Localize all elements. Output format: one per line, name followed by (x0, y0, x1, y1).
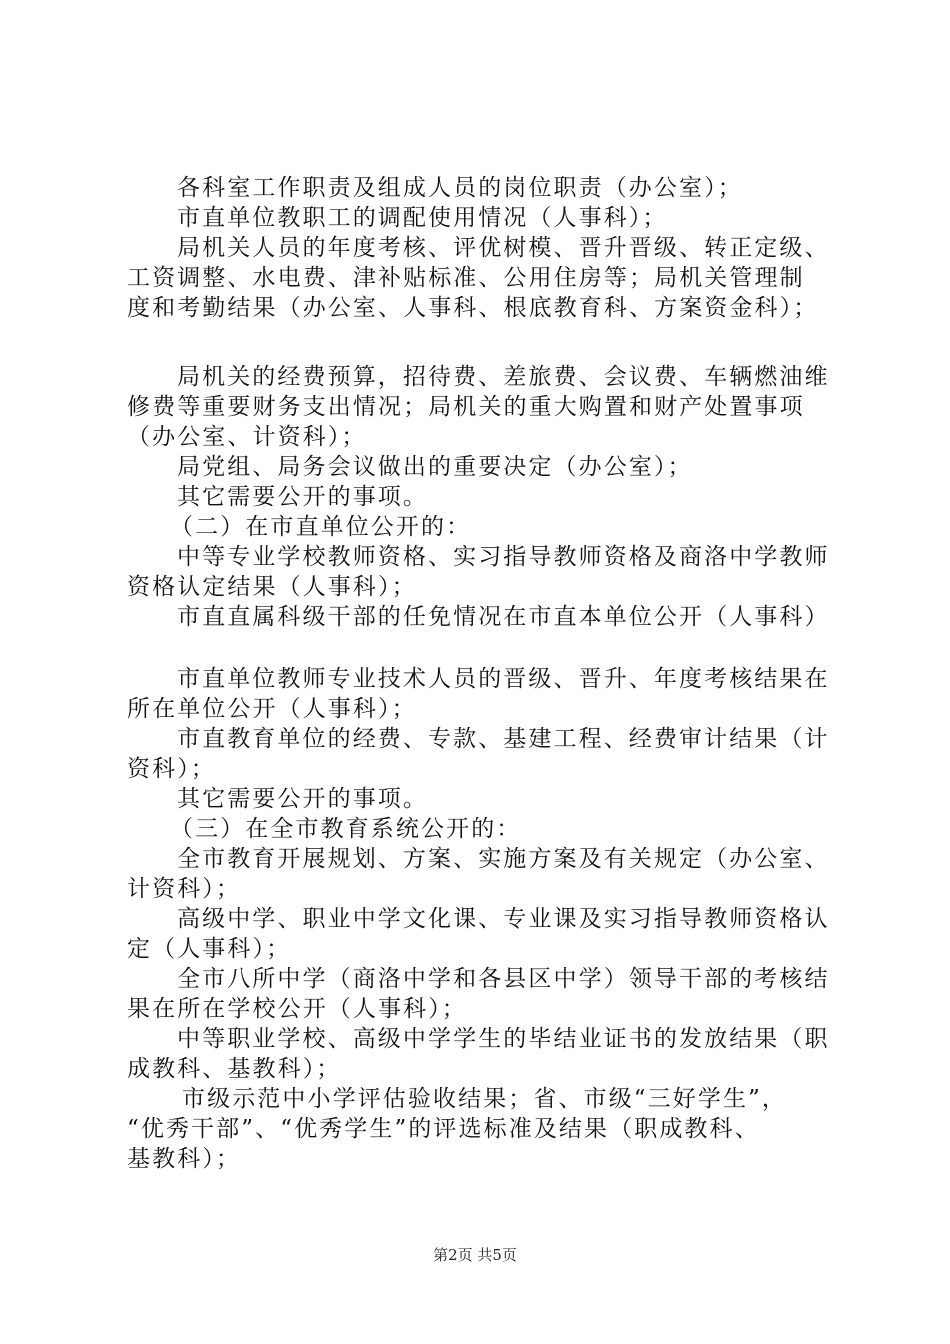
text-line: 全市八所中学（商洛中学和各县区中学）领导干部的考核结 (177, 966, 830, 992)
text-line: 中等专业学校教师资格、实习指导教师资格及商洛中学教师 (177, 544, 830, 570)
text-line: 修费等重要财务支出情况；局机关的重大购置和财产处置事项 (127, 394, 805, 420)
text-line: “优秀干部”、“优秀学生”的评选标准及结果（职成教科、 (127, 1116, 760, 1142)
text-line: 其它需要公开的事项。 (177, 786, 428, 812)
text-line: 市直单位教师专业技术人员的晋级、晋升、年度考核结果在 (177, 666, 830, 692)
text-line: 所在单位公开（人事科）； (127, 696, 417, 722)
text-line: 市直教育单位的经费、专款、基建工程、经费审计结果（计 (177, 726, 830, 752)
text-line: 市直直属科级干部的任免情况在市直本单位公开（人事科） (177, 604, 830, 630)
page-footer: 第2页 共5页 (433, 1246, 517, 1264)
text-line: 市直单位教职工的调配使用情况（人事科）； (177, 205, 668, 231)
text-line: 度和考勤结果（办公室、人事科、根底教育科、方案资金科）； (127, 295, 819, 321)
text-line: 高级中学、职业中学文化课、专业课及实习指导教师资格认 (177, 906, 830, 932)
text-line: 成教科、基教科）； (127, 1056, 342, 1082)
text-line: 中等职业学校、高级中学学生的毕结业证书的发放结果（职 (177, 1026, 830, 1052)
text-line: 市级示范中小学评估验收结果；省、市级“三好学生”， (182, 1086, 788, 1112)
text-line: 局党组、局务会议做出的重要决定（办公室）； (177, 454, 693, 480)
text-line: 基教科）； (127, 1146, 241, 1172)
text-line: （办公室、计资科）； (127, 424, 367, 450)
section-heading: （二）在市直单位公开的： (170, 514, 472, 540)
text-line: 各科室工作职责及组成人员的岗位职责（办公室）； (177, 175, 743, 201)
text-line: 定（人事科）； (127, 936, 292, 962)
text-line: 资格认定结果（人事科）； (127, 574, 417, 600)
text-line: 果在所在学校公开（人事科）； (127, 996, 467, 1022)
text-line: 局机关的经费预算，招待费、差旅费、会议费、车辆燃油维 (177, 364, 830, 390)
text-line: 计资科）； (127, 876, 241, 902)
text-line: 资科）； (127, 756, 216, 782)
section-heading: （三）在全市教育系统公开的： (170, 816, 522, 842)
text-line: 局机关人员的年度考核、评优树模、晋升晋级、转正定级、 (177, 235, 830, 261)
text-line: 工资调整、水电费、津补贴标准、公用住房等；局机关管理制 (127, 265, 805, 291)
text-line: 全市教育开展规划、方案、实施方案及有关规定（办公室、 (177, 846, 830, 872)
text-line: 其它需要公开的事项。 (177, 484, 428, 510)
